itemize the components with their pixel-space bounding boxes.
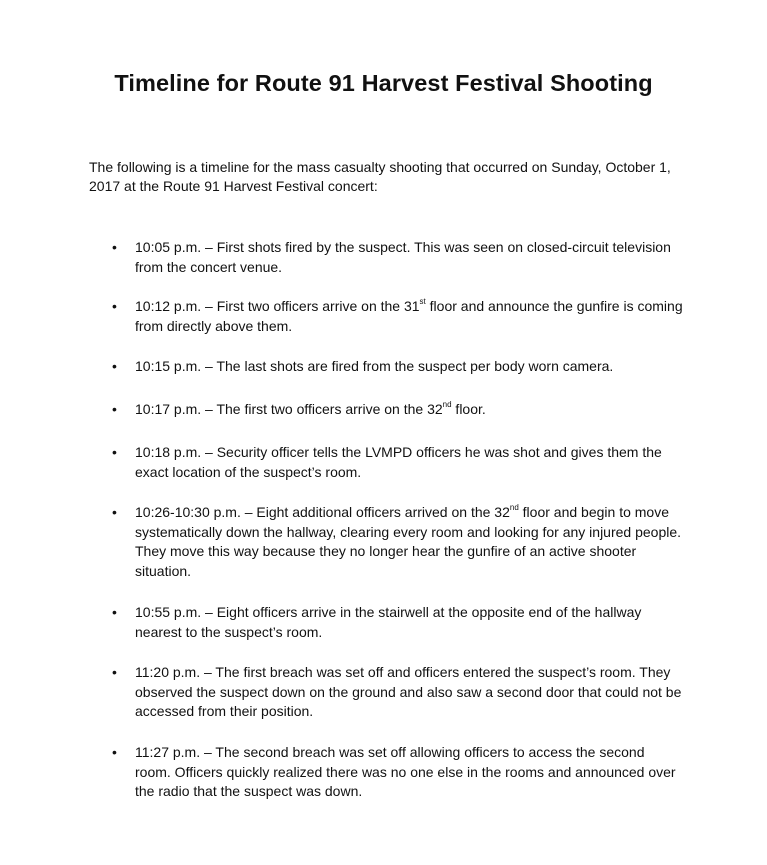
- bullet-icon: •: [112, 401, 117, 417]
- ordinal-suffix: nd: [509, 503, 519, 513]
- entry-text-rest: floor.: [451, 401, 486, 417]
- document-title: Timeline for Route 91 Harvest Festival Shooting: [114, 70, 653, 96]
- entry-text-main: 10:12 p.m. – First two officers arrive on the 31: [135, 298, 420, 314]
- entry-text: [135, 357, 683, 377]
- entry-text: [135, 297, 683, 336]
- entry-text: [135, 443, 683, 482]
- entry-text: [135, 603, 683, 642]
- entry-text-main: 10:18 p.m. – Security officer tells the LVMPD officers he was shot and gives them the exact location of the suspect’s room.: [135, 444, 662, 480]
- bullet-icon: •: [112, 744, 117, 760]
- bullet-icon: •: [112, 358, 117, 374]
- entry-text-main: 10:26-10:30 p.m. – Eight additional officers arrived on the 32: [135, 504, 510, 520]
- entry-text-main: 10:55 p.m. – Eight officers arrive in the stairwell at the opposite end of the hallway nearest to the suspect’s room.: [135, 604, 642, 640]
- bullet-icon: •: [112, 444, 117, 460]
- ordinal-suffix: nd: [442, 400, 452, 410]
- entry-text: [135, 743, 683, 802]
- bullet-icon: •: [112, 504, 117, 520]
- entry-text-main: 10:15 p.m. – The last shots are fired from the suspect per body worn camera.: [135, 358, 614, 374]
- bullet-icon: •: [112, 664, 117, 680]
- entry-text: [135, 238, 683, 277]
- bullet-icon: •: [112, 239, 117, 255]
- entry-text-main: 11:27 p.m. – The second breach was set off allowing officers to access the second room. Officers quickly realized there was no one else in the rooms and announced over the radio that the suspect was down.: [135, 744, 676, 799]
- entry-text-rest: floor and begin to move systematically down the hallway, clearing every room and looking for any injured people. They move this way because they no longer hear the gunfire of an active shooter situation.: [135, 504, 682, 579]
- intro-paragraph: The following is a timeline for the mass casualty shooting that occurred on Sunday, October 1, 2017 at the Route 91 Harvest Festival concert:: [89, 159, 671, 194]
- entry-text: [135, 503, 683, 581]
- entry-text: [135, 400, 683, 420]
- entry-text-main: 10:17 p.m. – The first two officers arrive on the 32: [135, 401, 443, 417]
- entry-text-rest: floor and announce the gunfire is coming from directly above them.: [135, 298, 683, 334]
- ordinal-suffix: st: [419, 297, 426, 307]
- entry-text-main: 11:20 p.m. – The first breach was set off and officers entered the suspect’s room. They observed the suspect down on the ground and also saw a second door that could not be accessed from their position.: [135, 664, 682, 719]
- bullet-icon: •: [112, 604, 117, 620]
- entry-text: [135, 663, 683, 722]
- entry-text-main: 10:05 p.m. – First shots fired by the suspect. This was seen on closed-circuit television from the concert venue.: [135, 239, 671, 275]
- bullet-icon: •: [112, 298, 117, 314]
